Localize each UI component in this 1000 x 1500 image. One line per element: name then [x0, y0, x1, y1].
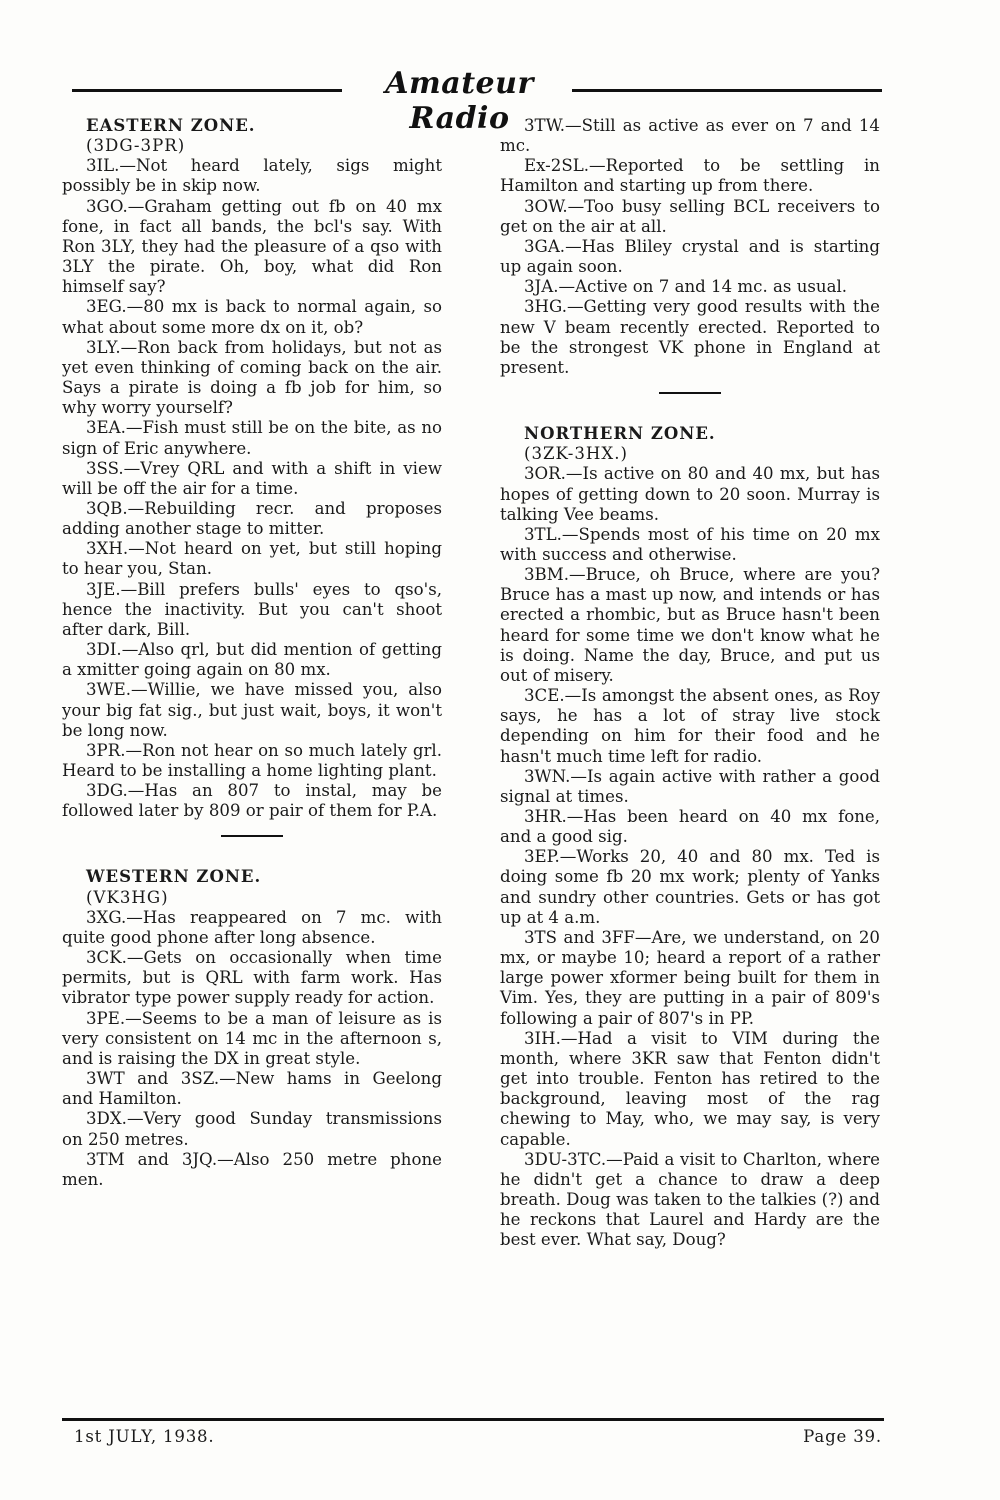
news-item: 3CE.—Is amongst the absent ones, as Roy says, he has a lot of stray live stock depending on him for their food and he hasn't much time left for radio. — [500, 686, 880, 766]
northern-zone-callsigns: (3ZK-3HX.) — [524, 444, 628, 464]
news-item: 3TL.—Spends most of his time on 20 mx with success and otherwise. — [500, 524, 880, 564]
news-item: 3EA.—Fish must still be on the bite, as no sign of Eric anywhere. — [62, 418, 442, 458]
masthead-title: Amateur Radio — [385, 66, 534, 136]
news-item: 3EP.—Works 20, 40 and 80 mx. Ted is doing some fb 20 mx work; plenty of Yanks and sundry other countries. Gets or has got up at 4 a.m. — [500, 847, 880, 927]
news-item: 3TW.—Still as active as ever on 7 and 14 mc. — [500, 116, 880, 156]
news-item: 3IL.—Not heard lately, sigs might possibly be in skip now. — [62, 156, 442, 196]
news-item: 3DU-3TC.—Paid a visit to Charlton, where he didn't get a chance to draw a deep breath. Doug was taken to the talkies (?) and he reckons that Laurel and Hardy are the best ever. What say, Doug? — [500, 1149, 880, 1250]
western-zone-heading: WESTERN ZONE. — [86, 867, 262, 887]
news-item: 3GO.—Graham getting out fb on 40 mx fone, in fact all bands, the bcl's say. With Ron 3LY, they had the pleasure of a qso with 3LY the pirate. Oh, boy, what did Ron himself say? — [62, 196, 442, 297]
eastern-zone-heading: EASTERN ZONE. — [86, 116, 256, 135]
news-item: 3EG.—80 mx is back to normal again, so what about some more dx on it, ob? — [62, 297, 442, 337]
news-item: 3QB.—Rebuilding recr. and proposes adding another stage to mitter. — [62, 498, 442, 539]
news-item: 3JE.—Bill prefers bulls' eyes to qso's, hence the inactivity. But you can't shoot after dark, Bill. — [62, 579, 442, 639]
left-column — [62, 116, 442, 1190]
news-item: 3XH.—Not heard on yet, but still hoping to hear you, Stan. — [62, 539, 442, 579]
section-divider — [659, 392, 721, 394]
section-divider — [221, 835, 283, 837]
news-item: 3GA.—Has Bliley crystal and is starting up again soon. — [500, 236, 880, 277]
news-item: 3OW.—Too busy selling BCL receivers to get on the air at all. — [500, 196, 880, 236]
news-item: 3LY.—Ron back from holidays, but not as yet even thinking of coming back on the air. Says a pirate is doing a fb job for him, so why worry yourself? — [62, 337, 442, 418]
issue-date: 1st JULY, 1938. — [74, 1427, 215, 1446]
news-item: 3OR.—Is active on 80 and 40 mx, but has hopes of getting down to 20 soon. Murray is talking Vee beams. — [500, 464, 880, 524]
news-item: 3HR.—Has been heard on 40 mx fone, and a good sig. — [500, 807, 880, 847]
masthead-rule-right — [572, 89, 882, 92]
news-item: 3JA.—Active on 7 and 14 mc. as usual. — [524, 277, 848, 297]
news-item: 3TS and 3FF—Are, we understand, on 20 mx, or maybe 10; heard a report of a rather large power xformer being built for them in Vim. Yes, they are putting in a pair of 809's following a pair of 807's in PP. — [500, 927, 880, 1028]
masthead-rule-left — [72, 89, 342, 92]
news-item: 3PE.—Seems to be a man of leisure as is very consistent on 14 mc in the afternoon s, and is raising the DX in great style. — [62, 1008, 442, 1068]
news-item: 3PR.—Ron not hear on so much lately grl. Heard to be installing a home lighting plant. — [62, 740, 442, 780]
news-item: 3WT and 3SZ.—New hams in Geelong and Hamilton. — [62, 1069, 442, 1109]
news-item: 3SS.—Vrey QRL and with a shift in view will be off the air for a time. — [62, 458, 442, 498]
news-item: 3WE.—Willie, we have missed you, also your big fat sig., but just wait, boys, it won't be long now. — [62, 680, 442, 740]
right-column — [500, 116, 880, 1250]
news-item: 3DG.—Has an 807 to instal, may be followed later by 809 or pair of them for P.A. — [62, 781, 442, 821]
news-item: 3CK.—Gets on occasionally when time permits, but is QRL with farm work. Has vibrator type power supply ready for action. — [62, 948, 442, 1008]
footer-rule — [62, 1418, 884, 1421]
news-item: 3BM.—Bruce, oh Bruce, where are you? Bruce has a mast up now, and intends or has erected a rhombic, but as Bruce hasn't been heard for some time we don't know what he is doing. Name the day, Bruce, and put us out of misery. — [500, 565, 880, 685]
news-item: Ex-2SL.—Reported to be settling in Hamilton and starting up from there. — [500, 156, 880, 196]
news-item: 3HG.—Getting very good results with the new V beam recently erected. Reported to be the strongest VK phone in England at present. — [500, 297, 880, 377]
northern-zone-heading: NORTHERN ZONE. — [524, 424, 716, 444]
news-item: 3XG.—Has reappeared on 7 mc. with quite good phone after long absence. — [62, 907, 442, 947]
page-number: Page 39. — [803, 1427, 882, 1446]
news-item: 3TM and 3JQ.—Also 250 metre phone men. — [62, 1149, 442, 1189]
eastern-zone-callsigns: (3DG-3PR) — [86, 136, 186, 156]
news-item: 3IH.—Had a visit to VIM during the month, where 3KR saw that Fenton didn't get into trouble. Fenton has retired to the background, leaving most of the rag chewing to May, who, we may say, is very capable. — [500, 1028, 880, 1149]
news-item: 3WN.—Is again active with rather a good signal at times. — [500, 766, 880, 806]
western-zone-callsign: (VK3HG) — [86, 887, 169, 907]
news-item: 3DX.—Very good Sunday transmissions on 250 metres. — [62, 1109, 442, 1149]
news-item: 3DI.—Also qrl, but did mention of getting a xmitter going again on 80 mx. — [62, 640, 442, 680]
